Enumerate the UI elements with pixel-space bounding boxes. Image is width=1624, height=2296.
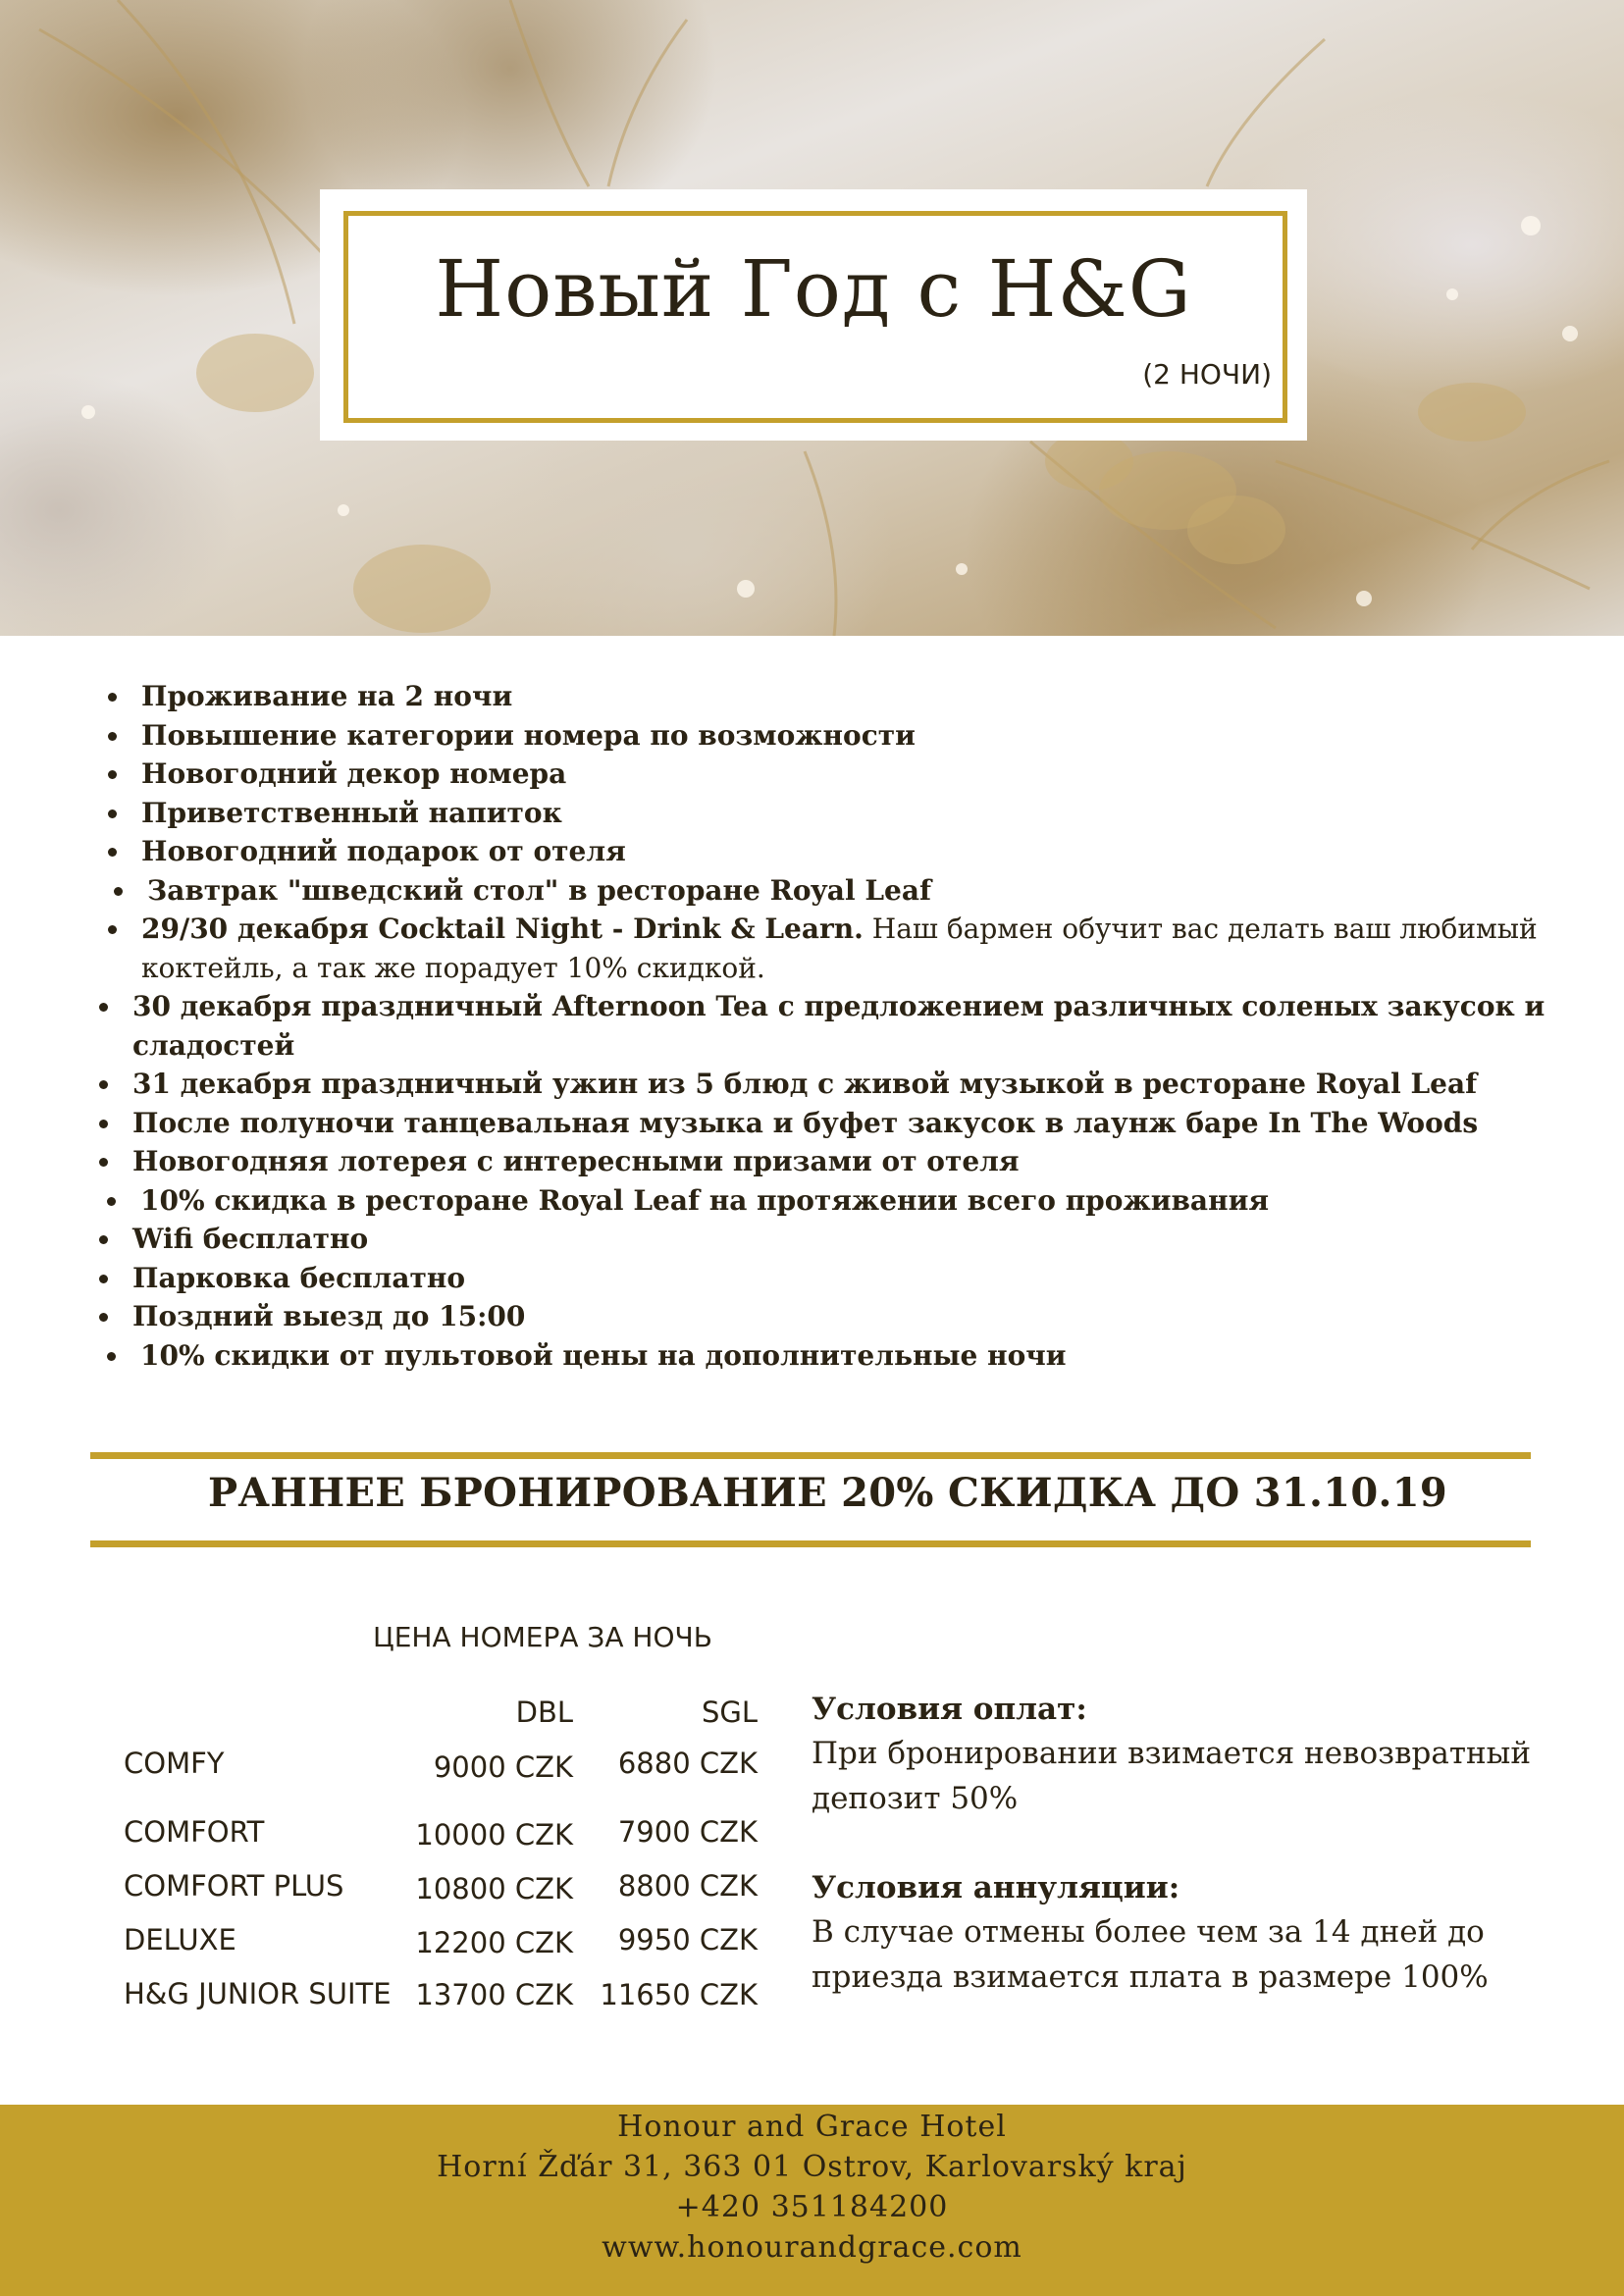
price-dbl: 10000 CZK <box>415 1818 573 1852</box>
list-item: Новогодняя лотерея с интересными призами от отеля <box>132 1142 1624 1181</box>
payment-terms-line: При бронировании взимается невозвратный <box>812 1736 1532 1771</box>
hotel-address: Horní Žďár 31, 363 01 Ostrov, Karlovarský kraj <box>437 2150 1187 2184</box>
price-sgl: 6880 CZK <box>617 1747 758 1780</box>
price-dbl: 12200 CZK <box>415 1926 573 1959</box>
cancellation-terms-line: приезда взимается плата в размере 100% <box>812 1959 1489 1995</box>
price-sgl: 8800 CZK <box>617 1869 758 1903</box>
list-item: Парковка бесплатно <box>132 1259 1624 1298</box>
room-name: COMFORT PLUS <box>124 1869 344 1903</box>
cancellation-terms-line: В случае отмены более чем за 14 дней до <box>812 1914 1485 1950</box>
price-dbl: 10800 CZK <box>415 1872 573 1905</box>
hotel-website: www.honourandgrace.com <box>602 2230 1022 2265</box>
price-dbl: 13700 CZK <box>415 1978 573 2011</box>
list-item: Проживание на 2 ночи <box>141 677 1624 716</box>
list-item: Завтрак "шведский стол" в ресторане Royal Leaf <box>147 871 1624 911</box>
list-item: 10% скидки от пультовой цены на дополнительные ночи <box>140 1336 1624 1376</box>
price-sgl: 11650 CZK <box>600 1978 758 2011</box>
hotel-phone: +420 351184200 <box>675 2190 949 2224</box>
payment-terms-line: депозит 50% <box>812 1781 1019 1816</box>
list-item: 10% скидка в ресторане Royal Leaf на протяжении всего проживания <box>140 1181 1624 1221</box>
promo-rule-top <box>90 1452 1531 1459</box>
list-item: Wifi бесплатно <box>132 1220 1624 1259</box>
promo-text: РАННЕЕ БРОНИРОВАНИЕ 20% СКИДКА ДО 31.10.19 <box>208 1470 1447 1516</box>
column-header-sgl: SGL <box>701 1696 758 1729</box>
column-header-dbl: DBL <box>515 1696 573 1729</box>
list-item: Повышение категории номера по возможности <box>141 716 1624 756</box>
list-item: 31 декабря праздничный ужин из 5 блюд с живой музыкой в ресторане Royal Leaf <box>132 1065 1624 1104</box>
page-subtitle: (2 НОЧИ) <box>1142 358 1272 391</box>
list-item: После полуночи танцевальная музыка и буфет закусок в лаунж баре In The Woods <box>132 1104 1624 1143</box>
list-item: Приветственный напиток <box>141 794 1624 833</box>
cancellation-terms-title: Условия аннуляции: <box>812 1870 1180 1905</box>
hotel-name: Honour and Grace Hotel <box>617 2110 1007 2144</box>
room-name: DELUXE <box>124 1923 236 1957</box>
price-table-heading: ЦЕНА НОМЕРА ЗА НОЧЬ <box>373 1621 712 1653</box>
footer <box>0 2105 1624 2296</box>
room-name: COMFORT <box>124 1815 265 1849</box>
promo-rule-bottom <box>90 1540 1531 1547</box>
price-dbl: 9000 CZK <box>433 1750 573 1784</box>
hero-image <box>0 0 1624 636</box>
list-item: Поздний выезд до 15:00 <box>132 1297 1624 1336</box>
price-sgl: 7900 CZK <box>617 1815 758 1849</box>
room-name: H&G JUNIOR SUITE <box>124 1977 392 2010</box>
list-item: 30 декабря праздничный Afternoon Tea с предложением различных соленых закусок и сладостей <box>132 987 1545 1065</box>
payment-terms-title: Условия оплат: <box>812 1692 1087 1727</box>
price-sgl: 9950 CZK <box>617 1923 758 1957</box>
title-card <box>320 189 1307 441</box>
conditions-block <box>812 1688 1577 2000</box>
list-item: 29/30 декабря Cocktail Night - Drink & Learn. Наш бармен обучит вас делать ваш любимый коктейль, а так же порадует 10% скидкой. <box>141 910 1554 987</box>
list-item: Новогодний подарок от отеля <box>141 832 1624 871</box>
list-item: Новогодний декор номера <box>141 755 1624 794</box>
feature-list <box>0 677 1624 1375</box>
room-name: COMFY <box>124 1747 225 1780</box>
page-title: Новый Год с H&G <box>435 243 1192 335</box>
